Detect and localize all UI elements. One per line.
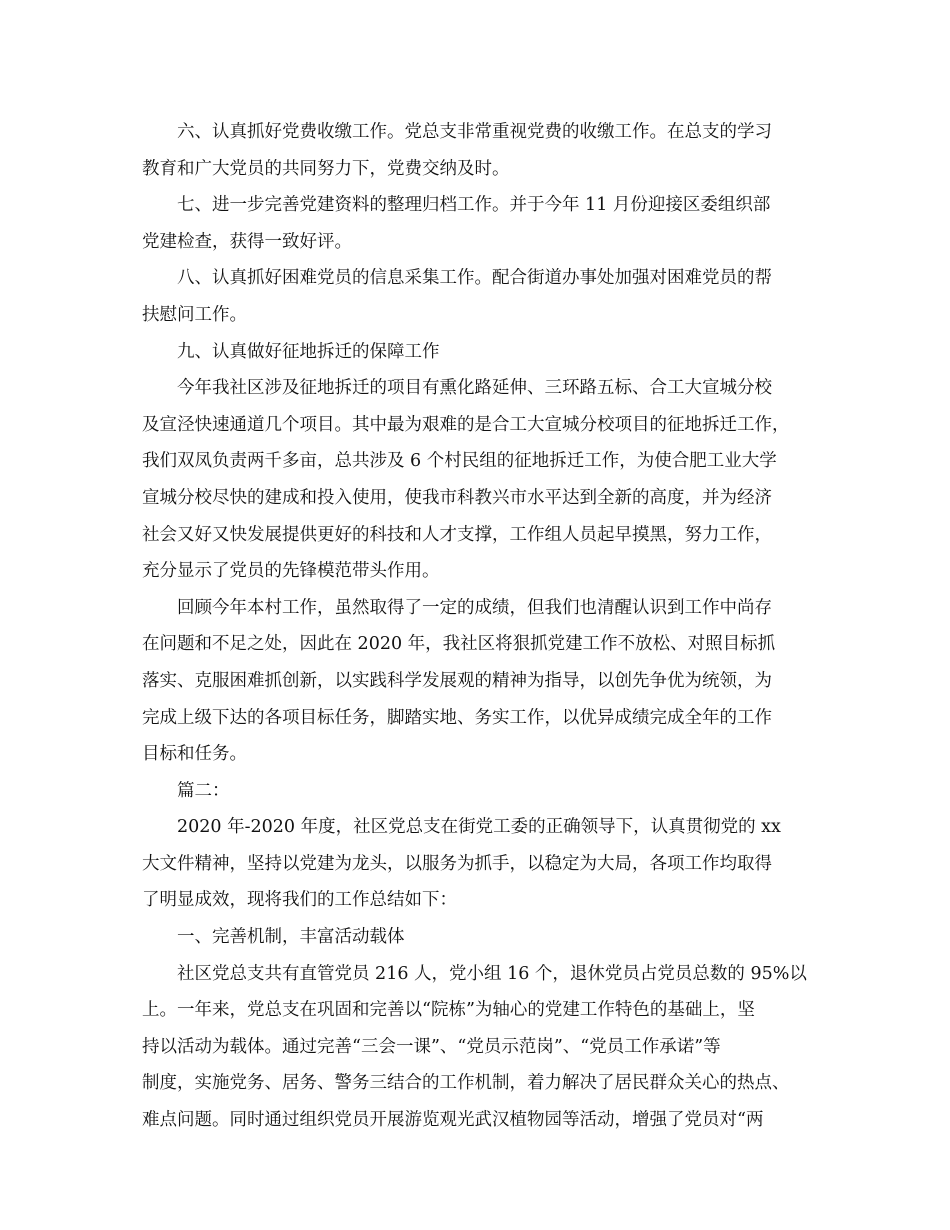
text-line: 篇二： xyxy=(177,780,230,801)
text-line: 七、进一步完善党建资料的整理归档工作。并于今年 11 月份迎接区委组织部 xyxy=(177,195,771,216)
text-line: 落实、克服困难抓创新，以实践科学发展观的精神为指导，以创先争优为统领，为 xyxy=(142,670,772,691)
text-line: 制度，实施党务、居务、警务三结合的工作机制，着力解决了居民群众关心的热点、 xyxy=(142,1073,790,1094)
text-line: 宣城分校尽快的建成和投入使用，使我市科教兴市水平达到全新的高度，并为经济 xyxy=(142,487,772,508)
text-line: 回顾今年本村工作，虽然取得了一定的成绩，但我们也清醒认识到工作中尚存 xyxy=(177,597,772,618)
text-line: 充分显示了党员的先锋模范带头作用。 xyxy=(142,561,440,582)
text-line: 社区党总支共有直管党员 216 人，党小组 16 个，退休党员占党员总数的 95%以 xyxy=(177,963,807,984)
text-line: 一、完善机制，丰富活动载体 xyxy=(177,927,405,948)
text-line: 难点问题。同时通过组织党员开展游览观光武汉植物园等活动，增强了党员对“两 xyxy=(142,1110,764,1131)
text-line: 大文件精神，坚持以党建为龙头，以服务为抓手，以稳定为大局，各项工作均取得 xyxy=(142,853,772,874)
text-line: 九、认真做好征地拆迁的保障工作 xyxy=(177,341,440,362)
text-line: 完成上级下达的各项目标任务，脚踏实地、务实工作，以优异成绩完成全年的工作 xyxy=(142,707,772,728)
text-line: 党建检查，获得一致好评。 xyxy=(142,231,352,252)
text-line: 及宣泾快速通道几个项目。其中最为艰难的是合工大宣城分校项目的征地拆迁工作， xyxy=(142,414,790,435)
text-line: 今年我社区涉及征地拆迁的项目有熏化路延伸、三环路五标、合工大宣城分校 xyxy=(177,378,772,399)
text-line: 六、认真抓好党费收缴工作。党总支非常重视党费的收缴工作。在总支的学习 xyxy=(177,122,772,142)
text-line: 2020 年-2020 年度，社区党总支在街党工委的正确领导下，认真贯彻党的 xx xyxy=(177,817,781,838)
text-line: 上。一年来，党总支在巩固和完善以“院栋”为轴心的党建工作特色的基础上，坚 xyxy=(142,1000,755,1021)
text-line: 持以活动为载体。通过完善“三会一课”、“党员示范岗”、“党员工作承诺”等 xyxy=(142,1036,721,1057)
text-line: 扶慰问工作。 xyxy=(142,304,247,325)
text-line: 社会又好又快发展提供更好的科技和人才支撑，工作组人员起早摸黑，努力工作， xyxy=(142,524,772,545)
text-line: 目标和任务。 xyxy=(142,744,247,765)
text-line: 了明显成效，现将我们的工作总结如下： xyxy=(142,890,457,911)
text-line: 我们双凤负责两千多亩，总共涉及 6 个村民组的征地拆迁工作，为使合肥工业大学 xyxy=(142,451,777,472)
text-line: 八、认真抓好困难党员的信息采集工作。配合街道办事处加强对困难党员的帮 xyxy=(177,268,772,289)
text-line: 在问题和不足之处，因此在 2020 年，我社区将狠抓党建工作不放松、对照目标抓 xyxy=(142,634,776,655)
text-line: 教育和广大党员的共同努力下，党费交纳及时。 xyxy=(142,158,510,179)
document-body xyxy=(142,114,822,1139)
